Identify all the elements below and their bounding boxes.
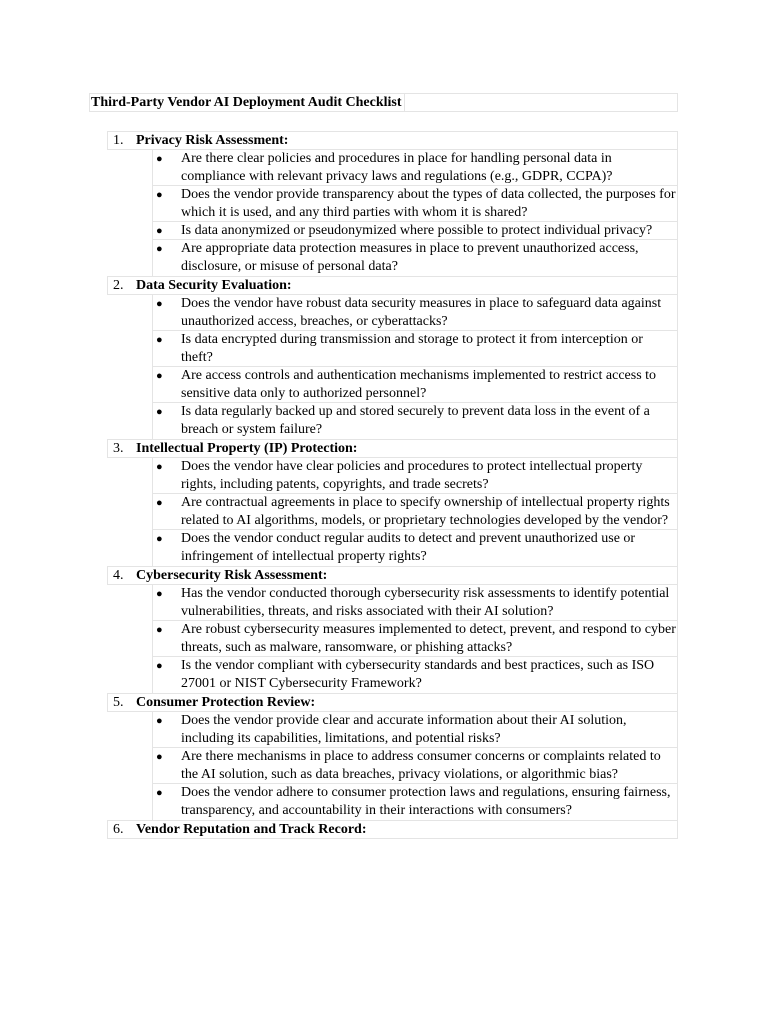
list-item-text: Does the vendor provide transparency about the types of data collected, the purposes for which it is used, and any third parties with whom it is shared?	[181, 187, 676, 220]
list-item-text: Are access controls and authentication mechanisms implemented to restrict access to sensitive data only to authorized personnel?	[181, 368, 657, 401]
bullet-icon: ●	[156, 533, 163, 545]
section-heading-row	[107, 131, 678, 150]
list-item	[153, 366, 677, 403]
section-number: 2.	[113, 278, 124, 293]
bullet-icon: ●	[156, 153, 163, 165]
list-item-text: Is the vendor compliant with cybersecurity standards and best practices, such as ISO 27001 or NIST Cybersecurity Framework?	[181, 658, 655, 691]
bullet-icon: ●	[156, 406, 163, 418]
bullet-icon: ●	[156, 624, 163, 636]
list-item	[153, 402, 677, 439]
bullet-icon: ●	[156, 243, 163, 255]
checklist-section	[107, 439, 678, 566]
list-item	[153, 620, 677, 657]
bullet-icon: ●	[156, 497, 163, 509]
section-heading: Vendor Reputation and Track Record:	[136, 822, 367, 837]
bullet-icon: ●	[156, 588, 163, 600]
list-item	[153, 185, 677, 222]
list-item	[153, 656, 677, 693]
list-item	[153, 239, 677, 276]
list-item-text: Are there clear policies and procedures in place for handling personal data in compliance with relevant privacy laws and regulations (e.g., GDPR, CCPA)?	[181, 151, 613, 184]
list-item	[153, 150, 677, 186]
list-item	[153, 493, 677, 530]
list-item-text: Does the vendor conduct regular audits to detect and prevent unauthorized use or infringement of intellectual property rights?	[181, 531, 636, 564]
bullet-list	[152, 458, 678, 566]
list-item-text: Does the vendor adhere to consumer protection laws and regulations, ensuring fairness, transparency, and accountability in their interactions with consumers?	[181, 785, 671, 818]
list-item-text: Does the vendor have clear policies and procedures to protect intellectual property rights, including patents, copyrights, and trade secrets?	[181, 459, 643, 492]
bullet-icon: ●	[156, 461, 163, 473]
list-item-text: Are robust cybersecurity measures implemented to detect, prevent, and respond to cyber threats, such as malware, ransomware, or phishing attacks?	[181, 622, 676, 655]
section-number: 4.	[113, 568, 124, 583]
checklist-section	[107, 820, 678, 839]
section-heading-row	[107, 693, 678, 712]
list-item	[153, 529, 677, 566]
bullet-icon: ●	[156, 225, 163, 237]
bullet-list	[152, 150, 678, 276]
section-heading: Privacy Risk Assessment:	[136, 133, 289, 148]
list-item-text: Is data encrypted during transmission and storage to protect it from interception or theft?	[181, 332, 643, 365]
checklist-section	[107, 276, 678, 439]
list-item-text: Are there mechanisms in place to address consumer concerns or complaints related to the AI solution, such as data breaches, privacy violations, or algorithmic bias?	[181, 749, 661, 782]
document-title-box	[89, 93, 678, 112]
list-item-text: Does the vendor provide clear and accurate information about their AI solution, including its capabilities, limitations, and potential risks?	[181, 713, 627, 746]
section-number: 3.	[113, 441, 124, 456]
list-item-text: Are appropriate data protection measures in place to prevent unauthorized access, disclosure, or misuse of personal data?	[181, 241, 639, 274]
document-title: Third-Party Vendor AI Deployment Audit Checklist	[91, 94, 405, 112]
section-heading: Data Security Evaluation:	[136, 278, 292, 293]
section-heading: Cybersecurity Risk Assessment:	[136, 568, 328, 583]
section-heading-row	[107, 439, 678, 458]
bullet-icon: ●	[156, 660, 163, 672]
list-item	[153, 747, 677, 784]
bullet-icon: ●	[156, 334, 163, 346]
list-item-text: Does the vendor have robust data security measures in place to safeguard data against unauthorized access, breaches, or cyberattacks?	[181, 296, 662, 329]
bullet-icon: ●	[156, 751, 163, 763]
section-number: 5.	[113, 695, 124, 710]
list-item	[153, 585, 677, 621]
bullet-list	[152, 585, 678, 693]
checklist-section	[107, 693, 678, 820]
section-number: 1.	[113, 133, 124, 148]
bullet-list	[152, 295, 678, 439]
list-item-text: Are contractual agreements in place to specify ownership of intellectual property rights related to AI algorithms, models, or proprietary technologies developed by the vendor?	[181, 495, 670, 528]
list-item	[153, 221, 677, 240]
bullet-icon: ●	[156, 189, 163, 201]
section-heading: Consumer Protection Review:	[136, 695, 316, 710]
list-item-text: Is data anonymized or pseudonymized where possible to protect individual privacy?	[181, 223, 653, 238]
section-heading-row	[107, 276, 678, 295]
list-item	[153, 712, 677, 748]
section-heading-row	[107, 820, 678, 839]
section-number: 6.	[113, 822, 124, 837]
bullet-icon: ●	[156, 715, 163, 727]
checklist-section	[107, 131, 678, 276]
bullet-icon: ●	[156, 787, 163, 799]
checklist-section	[107, 566, 678, 693]
list-item	[153, 330, 677, 367]
bullet-icon: ●	[156, 298, 163, 310]
bullet-icon: ●	[156, 370, 163, 382]
list-item	[153, 295, 677, 331]
list-item	[153, 458, 677, 494]
bullet-list	[152, 712, 678, 820]
list-item-text: Has the vendor conducted thorough cybersecurity risk assessments to identify potential vulnerabilities, threats, and risks associated with their AI solution?	[181, 586, 670, 619]
section-heading: Intellectual Property (IP) Protection:	[136, 441, 358, 456]
list-item	[153, 783, 677, 820]
section-heading-row	[107, 566, 678, 585]
list-item-text: Is data regularly backed up and stored securely to prevent data loss in the event of a breach or system failure?	[181, 404, 650, 437]
audit-checklist	[107, 131, 678, 839]
